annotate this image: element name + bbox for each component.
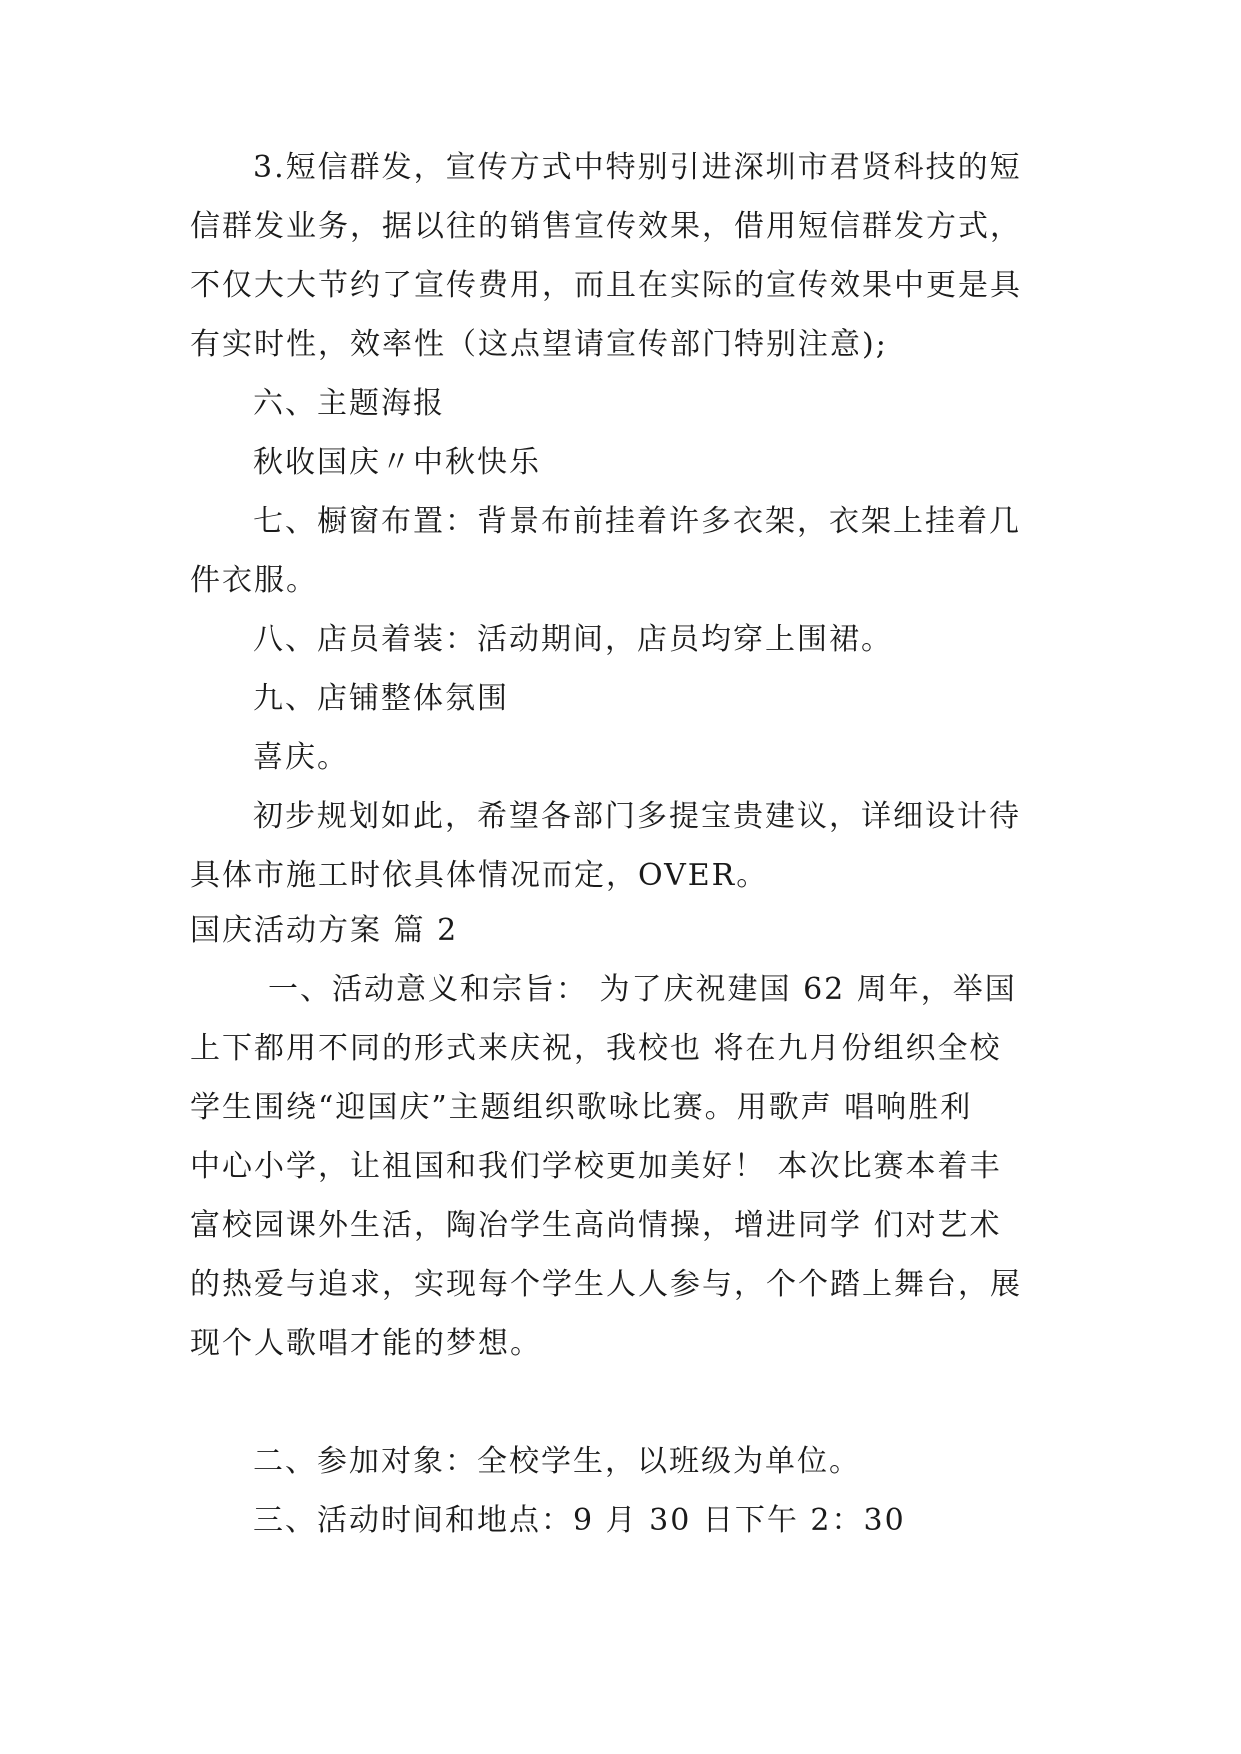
section-heading: 一、活动意义和宗旨： 为了庆祝建国 62 周年，举国 (268, 972, 1017, 1007)
paragraph-line: 件衣服。 (190, 563, 318, 598)
section-heading: 七、橱窗布置：背景布前挂着许多衣架，衣架上挂着几 (253, 504, 1021, 539)
section-heading: 六、主题海报 (253, 386, 445, 421)
section-heading: 三、活动时间和地点：9 月 30 日下午 2：30 (253, 1503, 906, 1538)
paragraph-line: 上下都用不同的形式来庆祝，我校也 将在九月份组织全校 (190, 1031, 1002, 1066)
paragraph-line: 不仅大大节约了宣传费用，而且在实际的宣传效果中更是具 (190, 268, 1022, 303)
section-heading: 二、参加对象：全校学生，以班级为单位。 (253, 1444, 861, 1479)
paragraph-line: 喜庆。 (253, 740, 349, 775)
paragraph-line: 现个人歌唱才能的梦想。 (190, 1326, 542, 1361)
section-heading: 九、店铺整体氛围 (253, 681, 509, 716)
paragraph-line: 3.短信群发，宣传方式中特别引进深圳市君贤科技的短 (253, 150, 1022, 185)
paragraph-line: 中心小学，让祖国和我们学校更加美好！ 本次比赛本着丰 (190, 1149, 1002, 1184)
paragraph-line: 富校园课外生活，陶冶学生高尚情操，增进同学 们对艺术 (190, 1208, 1002, 1243)
paragraph-line: 具体市施工时依具体情况而定，OVER。 (190, 858, 769, 893)
paragraph-line: 有实时性，效率性（这点望请宣传部门特别注意); (190, 327, 888, 362)
paragraph-line: 学生围绕“迎国庆”主题组织歌咏比赛。用歌声 唱响胜利 (190, 1090, 973, 1125)
section-heading: 八、店员着装：活动期间，店员均穿上围裙。 (253, 622, 893, 657)
paragraph-line: 初步规划如此，希望各部门多提宝贵建议，详细设计待 (253, 799, 1021, 834)
paragraph-line: 的热爱与追求，实现每个学生人人参与，个个踏上舞台，展 (190, 1267, 1022, 1302)
paragraph-line: 秋收国庆〃中秋快乐 (253, 445, 541, 480)
paragraph-line: 信群发业务，据以往的销售宣传效果，借用短信群发方式， (190, 209, 1022, 244)
article-title: 国庆活动方案 篇 2 (190, 913, 459, 948)
